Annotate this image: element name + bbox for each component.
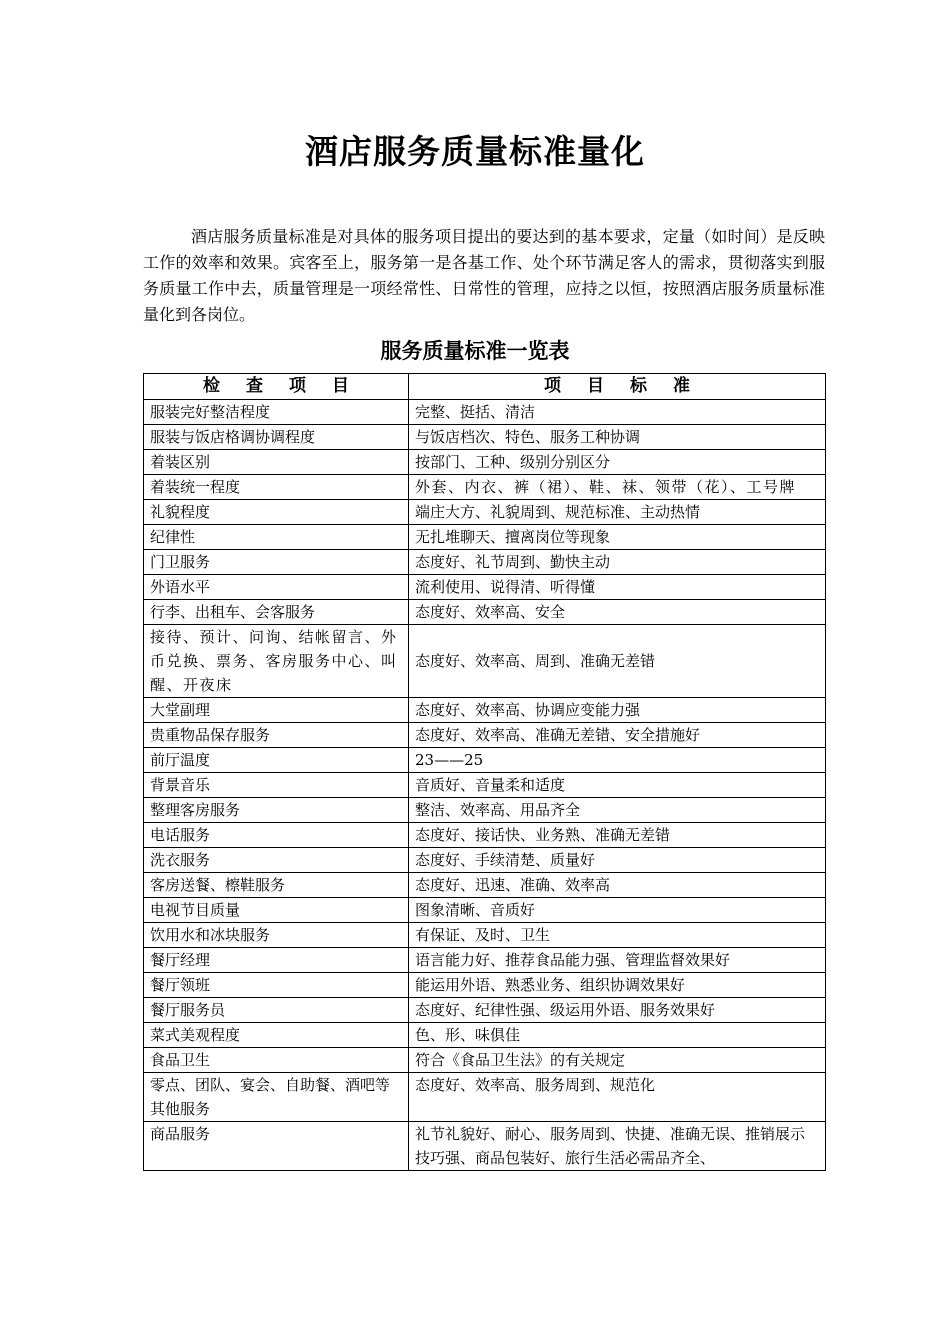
check-item-cell: 门卫服务 (144, 550, 409, 575)
check-item-cell: 客房送餐、檫鞋服务 (144, 873, 409, 898)
standard-cell: 符合《食品卫生法》的有关规定 (409, 1048, 826, 1073)
table-row (144, 973, 826, 998)
check-item-cell: 大堂副理 (144, 698, 409, 723)
table-row (144, 923, 826, 948)
table-row (144, 848, 826, 873)
check-item-cell: 整理客房服务 (144, 798, 409, 823)
standard-cell: 态度好、效率高、安全 (409, 600, 826, 625)
check-item-cell: 服装完好整洁程度 (144, 400, 409, 425)
check-item-cell: 背景音乐 (144, 773, 409, 798)
table-row (144, 575, 826, 600)
table-row (144, 773, 826, 798)
standard-cell: 流利使用、说得清、听得懂 (409, 575, 826, 600)
table-row (144, 823, 826, 848)
standard-cell: 礼节礼貌好、耐心、服务周到、快捷、准确无误、推销展示技巧强、商品包装好、旅行生活必需品齐全、 (409, 1122, 826, 1171)
table-row (144, 1073, 826, 1122)
standard-cell: 音质好、音量柔和适度 (409, 773, 826, 798)
check-item-cell: 接待、预计、问询、结帐留言、外币兑换、票务、客房服务中心、叫醒、开夜床 (144, 625, 409, 698)
header-item-standard-label: 项目标准 (544, 376, 716, 396)
table-row (144, 550, 826, 575)
table-row (144, 998, 826, 1023)
standard-cell: 态度好、纪律性强、级运用外语、服务效果好 (409, 998, 826, 1023)
check-item-cell: 餐厅经理 (144, 948, 409, 973)
standard-cell: 23——25 (409, 748, 826, 773)
table-row (144, 525, 826, 550)
check-item-cell: 贵重物品保存服务 (144, 723, 409, 748)
table-body (144, 400, 826, 1171)
table-row (144, 723, 826, 748)
check-item-cell: 行李、出租车、会客服务 (144, 600, 409, 625)
table-row (144, 1122, 826, 1171)
table-row (144, 600, 826, 625)
standard-cell: 态度好、接话快、业务熟、准确无差错 (409, 823, 826, 848)
standard-cell: 态度好、效率高、服务周到、规范化 (409, 1073, 826, 1122)
table-row (144, 1023, 826, 1048)
intro-paragraph: 酒店服务质量标准是对具体的服务项目提出的要达到的基本要求，定量（如时间）是反映工作的效率和效果。宾客至上，服务第一是各基工作、处个环节满足客人的需求，贯彻落实到服务质量工作中去，质量管理是一项经常性、日常性的管理，应持之以恒，按照酒店服务质量标准量化到各岗位。 (143, 227, 825, 324)
standard-cell: 语言能力好、推荐食品能力强、管理监督效果好 (409, 948, 826, 973)
standard-cell: 无扎堆聊天、擅离岗位等现象 (409, 525, 826, 550)
check-item-cell: 洗衣服务 (144, 848, 409, 873)
table-row (144, 748, 826, 773)
page-title: 酒店服务质量标准量化 (305, 132, 645, 171)
check-item-cell: 零点、团队、宴会、自助餐、酒吧等其他服务 (144, 1073, 409, 1122)
check-item-cell: 菜式美观程度 (144, 1023, 409, 1048)
table-row (144, 625, 826, 698)
standard-cell: 端庄大方、礼貌周到、规范标准、主动热情 (409, 500, 826, 525)
check-item-cell: 餐厅领班 (144, 973, 409, 998)
check-item-cell: 食品卫生 (144, 1048, 409, 1073)
check-item-cell: 商品服务 (144, 1122, 409, 1171)
standard-cell: 能运用外语、熟悉业务、组织协调效果好 (409, 973, 826, 998)
table-header (144, 374, 826, 400)
check-item-cell: 着装统一程度 (144, 475, 409, 500)
table-title: 服务质量标准一览表 (380, 338, 570, 363)
table-row (144, 400, 826, 425)
header-row (144, 374, 826, 400)
standard-cell: 态度好、礼节周到、勤快主动 (409, 550, 826, 575)
table-row (144, 873, 826, 898)
table-row (144, 450, 826, 475)
standard-cell: 有保证、及时、卫生 (409, 923, 826, 948)
header-check-item-label: 检查项目 (203, 376, 375, 396)
check-item-cell: 礼貌程度 (144, 500, 409, 525)
header-check-item (144, 374, 409, 400)
table-row (144, 898, 826, 923)
table-row (144, 500, 826, 525)
standard-cell: 态度好、手续清楚、质量好 (409, 848, 826, 873)
check-item-cell: 服装与饭店格调协调程度 (144, 425, 409, 450)
standard-cell: 态度好、效率高、周到、准确无差错 (409, 625, 826, 698)
header-item-standard (409, 374, 826, 400)
table-row (144, 475, 826, 500)
check-item-cell: 电话服务 (144, 823, 409, 848)
standard-cell: 完整、挺括、清洁 (409, 400, 826, 425)
service-standards-table (143, 373, 826, 1171)
check-item-cell: 着装区别 (144, 450, 409, 475)
standard-cell: 态度好、迅速、准确、效率高 (409, 873, 826, 898)
standard-cell: 图象清晰、音质好 (409, 898, 826, 923)
standard-cell: 整洁、效率高、用品齐全 (409, 798, 826, 823)
check-item-cell: 饮用水和冰块服务 (144, 923, 409, 948)
table-row (144, 698, 826, 723)
standard-cell: 按部门、工种、级别分别区分 (409, 450, 826, 475)
check-item-cell: 外语水平 (144, 575, 409, 600)
check-item-cell: 前厅温度 (144, 748, 409, 773)
check-item-cell: 纪律性 (144, 525, 409, 550)
table-row (144, 798, 826, 823)
table-row (144, 425, 826, 450)
table-row (144, 948, 826, 973)
check-item-cell: 电视节目质量 (144, 898, 409, 923)
standard-cell: 色、形、味俱佳 (409, 1023, 826, 1048)
standard-cell: 外套、内衣、裤（裙）、鞋、袜、领带（花）、工号牌 (409, 475, 826, 500)
standard-cell: 与饭店档次、特色、服务工种协调 (409, 425, 826, 450)
standard-cell: 态度好、效率高、准确无差错、安全措施好 (409, 723, 826, 748)
table-row (144, 1048, 826, 1073)
standard-cell: 态度好、效率高、协调应变能力强 (409, 698, 826, 723)
check-item-cell: 餐厅服务员 (144, 998, 409, 1023)
